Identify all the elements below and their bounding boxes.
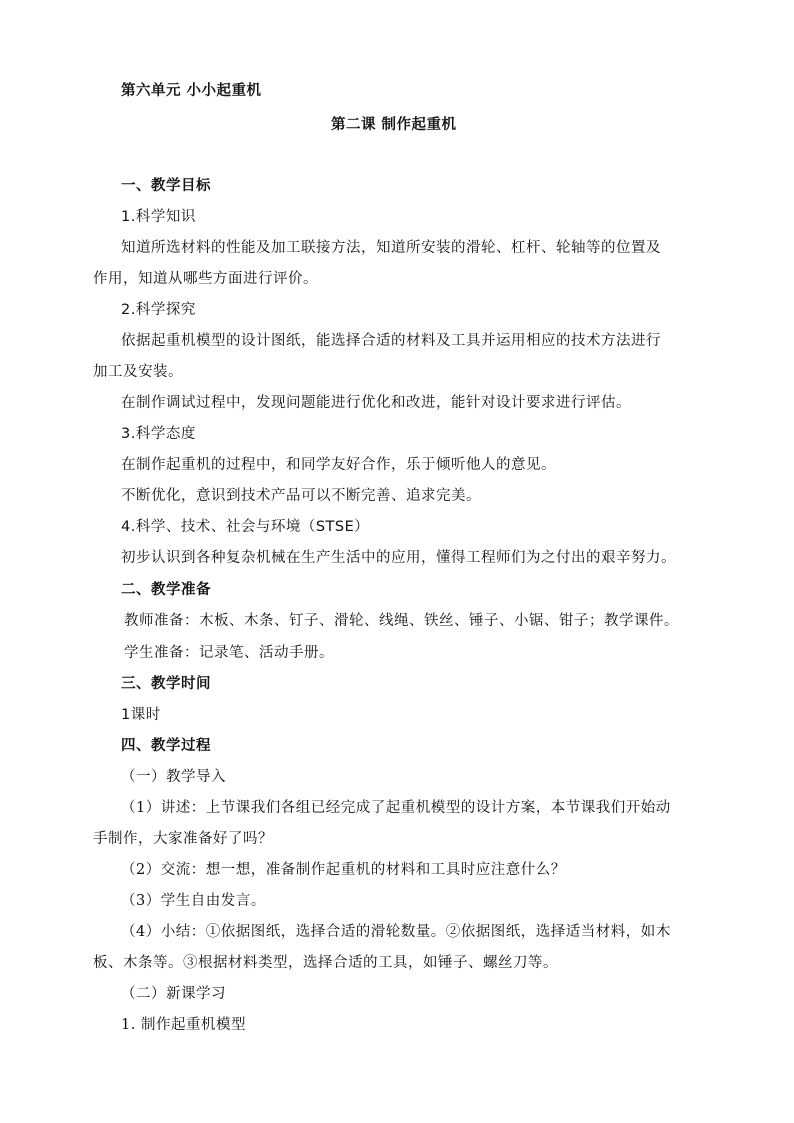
process-step4-line1: （4）小结：①依据图纸，选择合适的滑轮数量。②依据图纸，选择适当材料，如木	[121, 924, 671, 940]
paragraph-knowledge-line1: 知道所选材料的性能及加工联接方法，知道所安装的滑轮、杠杆、轮轴等的位置及	[121, 240, 661, 256]
section-heading-time: 三、教学时间	[121, 676, 211, 692]
paragraph-attitude-line2: 不断优化，意识到技术产品可以不断完善、追求完美。	[121, 488, 481, 504]
process-item-build-model: 1. 制作起重机模型	[121, 1017, 246, 1033]
process-part-intro: （一）教学导入	[121, 769, 226, 785]
subheading-science-attitude: 3.科学态度	[121, 426, 196, 442]
section-heading-preparation: 二、教学准备	[121, 582, 211, 598]
process-part-new-lesson: （二）新课学习	[121, 986, 226, 1002]
process-step1-line1: （1）讲述：上节课我们各组已经完成了起重机模型的设计方案，本节课我们开始动	[121, 800, 671, 816]
paragraph-inquiry-line2: 加工及安装。	[93, 364, 183, 380]
paragraph-attitude-line1: 在制作起重机的过程中，和同学友好合作，乐于倾听他人的意见。	[121, 457, 556, 473]
paragraph-inquiry-line1: 依据起重机模型的设计图纸，能选择合适的材料及工具并运用相应的技术方法进行	[121, 333, 661, 349]
student-preparation: 学生准备：记录笔、活动手册。	[124, 645, 334, 661]
subheading-science-knowledge: 1.科学知识	[121, 209, 196, 225]
lesson-title: 第二课 制作起重机	[331, 117, 457, 133]
process-step4-line2: 板、木条等。③根据材料类型，选择合适的工具，如锤子、螺丝刀等。	[93, 955, 558, 971]
subheading-science-inquiry: 2.科学探究	[121, 302, 196, 318]
process-step2: （2）交流：想一想，准备制作起重机的材料和工具时应注意什么？	[121, 862, 566, 878]
subheading-stse: 4.科学、技术、社会与环境（STSE）	[121, 519, 370, 535]
section-heading-objectives: 一、教学目标	[121, 178, 211, 194]
paragraph-inquiry-line3: 在制作调试过程中，发现问题能进行优化和改进，能针对设计要求进行评估。	[121, 395, 631, 411]
paragraph-knowledge-line2: 作用，知道从哪些方面进行评价。	[93, 271, 318, 287]
teaching-time: 1课时	[121, 707, 161, 723]
process-step1-line2: 手制作，大家准备好了吗？	[93, 831, 273, 847]
section-heading-process: 四、教学过程	[121, 738, 211, 754]
teacher-preparation: 教师准备：木板、木条、钉子、滑轮、线绳、铁丝、锤子、小锯、钳子；教学课件。	[124, 613, 679, 629]
paragraph-stse: 初步认识到各种复杂机械在生产生活中的应用，懂得工程师们为之付出的艰辛努力。	[121, 550, 676, 566]
process-step3: （3）学生自由发言。	[121, 893, 266, 909]
unit-title: 第六单元 小小起重机	[121, 83, 262, 99]
